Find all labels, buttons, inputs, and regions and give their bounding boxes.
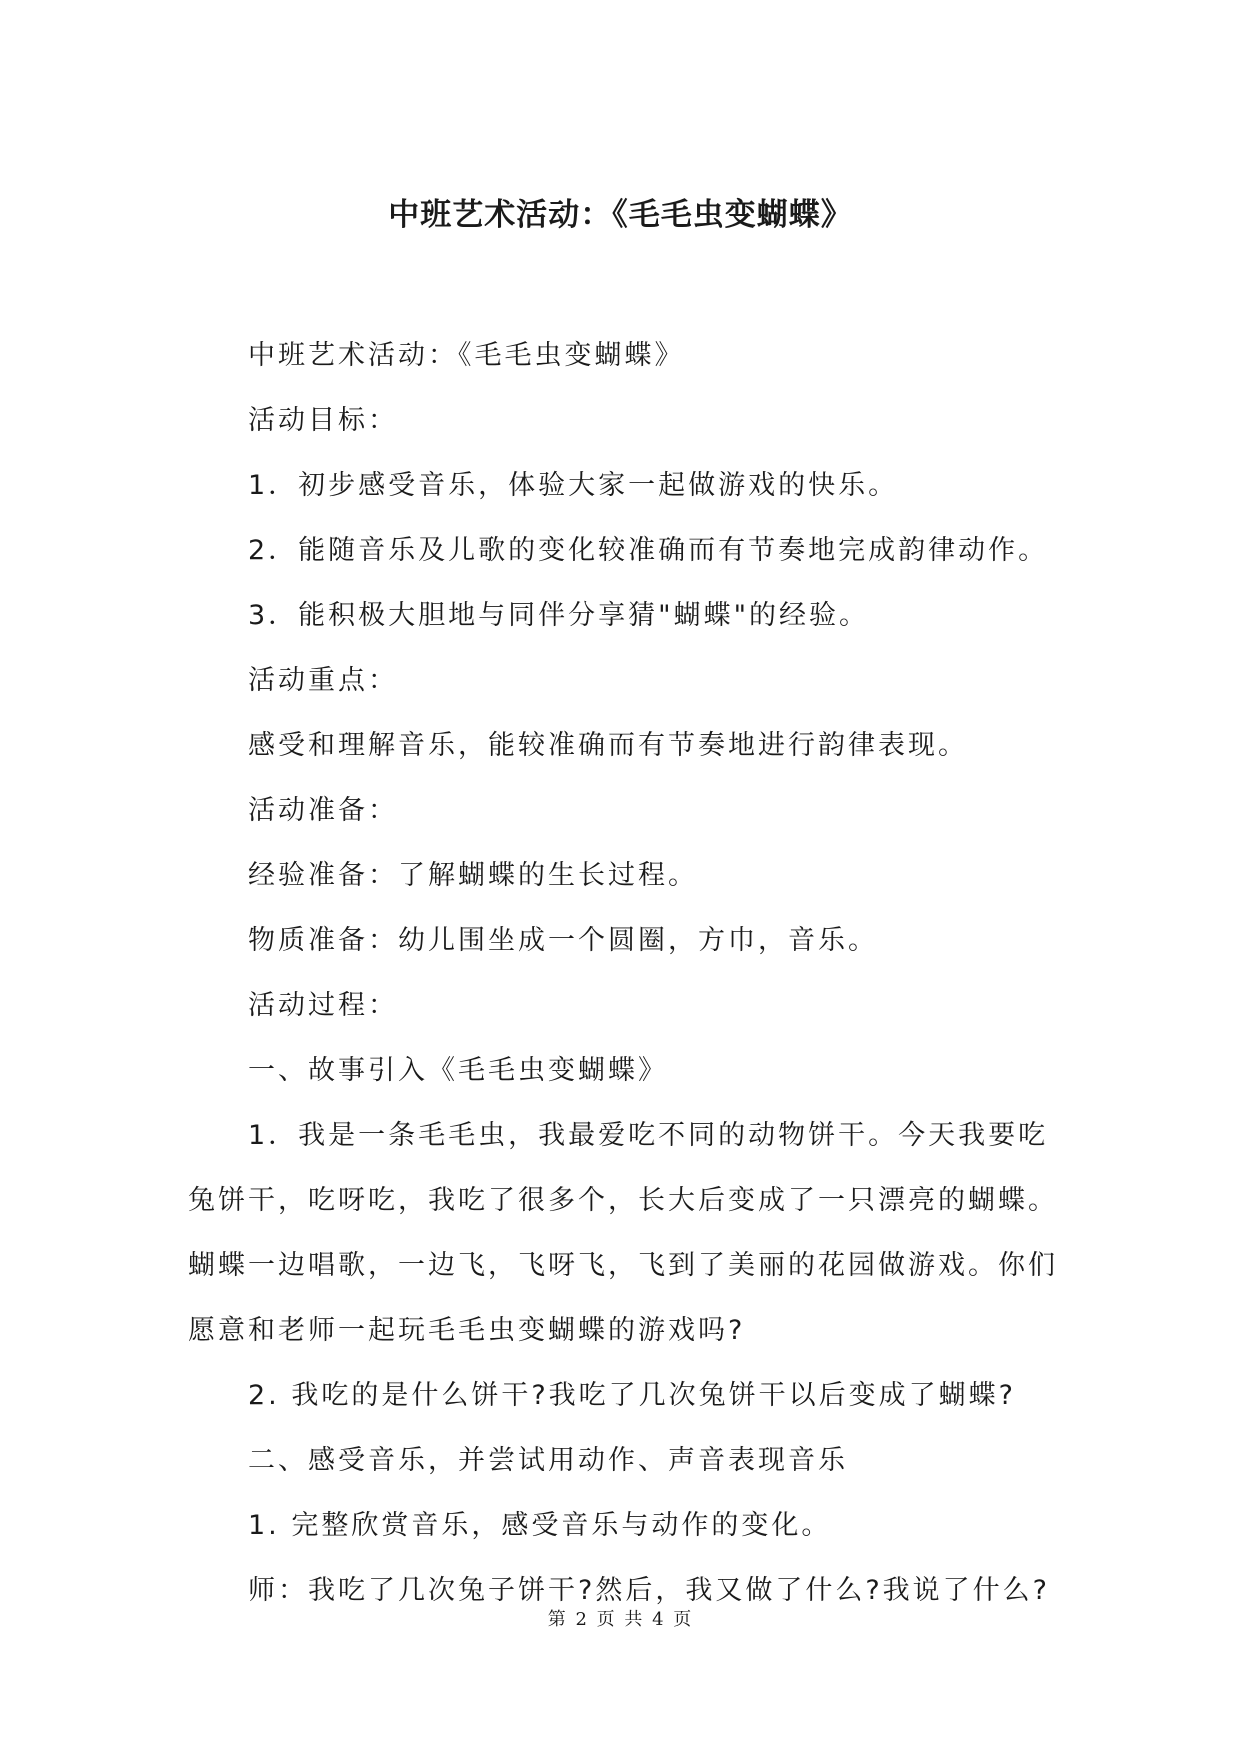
paragraph: 3．能积极大胆地与同伴分享猜"蝴蝶"的经验。 [248, 600, 870, 631]
paragraph: 一、故事引入《毛毛虫变蝴蝶》 [248, 1055, 668, 1086]
paragraph: 中班艺术活动：《毛毛虫变蝴蝶》 [248, 340, 685, 371]
paragraph: 活动目标： [248, 405, 398, 436]
paragraph: 2. 我吃的是什么饼干?我吃了几次兔饼干以后变成了蝴蝶? [248, 1380, 1017, 1411]
paragraph: 物质准备：幼儿围坐成一个圆圈，方巾，音乐。 [248, 925, 878, 956]
paragraph: 1．初步感受音乐，体验大家一起做游戏的快乐。 [248, 470, 899, 501]
paragraph: 活动过程： [248, 990, 398, 1021]
paragraph: 活动准备： [248, 795, 398, 826]
paragraph: 经验准备：了解蝴蝶的生长过程。 [248, 860, 698, 891]
paragraph: 活动重点： [248, 665, 398, 696]
document-title: 中班艺术活动：《毛毛虫变蝴蝶》 [388, 197, 853, 233]
paragraph: 1．我是一条毛毛虫，我最爱吃不同的动物饼干。今天我要吃兔饼干，吃呀吃，我吃了很多个，长大后变成了一只漂亮的蝴蝶。蝴蝶一边唱歌，一边飞，飞呀飞，飞到了美丽的花园做游戏。你们愿意和老师一起玩毛毛虫变蝴蝶的游戏吗? [188, 1120, 1058, 1346]
document-body [188, 323, 1060, 1623]
paragraph: 2．能随音乐及儿歌的变化较准确而有节奏地完成韵律动作。 [248, 535, 1049, 566]
paragraph: 1. 完整欣赏音乐，感受音乐与动作的变化。 [248, 1510, 832, 1541]
paragraph: 感受和理解音乐，能较准确而有节奏地进行韵律表现。 [248, 730, 968, 761]
page-footer: 第 2 页 共 4 页 [547, 1609, 694, 1630]
paragraph: 师：我吃了几次兔子饼干?然后，我又做了什么?我说了什么? [248, 1575, 1050, 1606]
paragraph: 二、感受音乐，并尝试用动作、声音表现音乐 [248, 1445, 848, 1476]
